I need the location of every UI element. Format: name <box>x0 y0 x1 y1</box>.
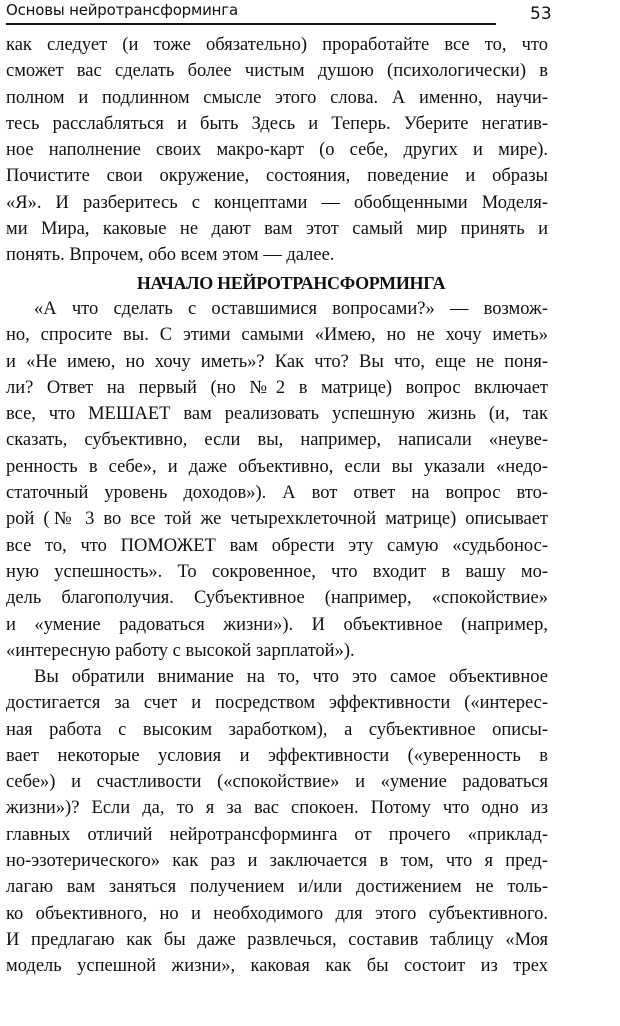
paragraph <box>6 664 548 980</box>
text-line: все, что МЕШАЕТ вам реализовать успешную жизнь (и, так <box>6 404 548 425</box>
text-line: главных отличий нейротрансформинга от прочего «приклад- <box>6 824 548 845</box>
text-line: ли? Ответ на первый (но №2 в матрице) вопрос включает <box>6 377 548 398</box>
text-line: ко объективного, но и необходимого для этого субъективного. <box>6 903 548 924</box>
text-line: рой (№ 3 во все той же четырехклеточной матрице) описывает <box>6 509 548 530</box>
text-line: И предлагаю как бы даже развлечься, составив таблицу «Моя <box>6 929 548 950</box>
text-line: но, спросите вы. С этими самыми «Имею, но не хочу иметь» <box>6 325 548 346</box>
text-line: полном и подлинном смысле этого слова. А именно, научи- <box>6 87 548 108</box>
text-line: но-эзотерического» как раз и заключается в том, что я пред- <box>6 851 548 872</box>
paragraph <box>6 296 548 664</box>
text-line: модель успешной жизни», каковая как бы состоит из трех <box>6 956 548 977</box>
text-line: как следует (и тоже обязательно) проработайте все то, что <box>6 35 548 55</box>
text-line: ное наполнение своих макро-карт (о себе, других и мире). <box>6 140 548 161</box>
text-line: «интересную работу с высокой зарплатой»). <box>6 640 355 661</box>
text-line: понять. Впрочем, обо всем этом — далее. <box>6 245 335 266</box>
text-line: ная работа с высоким заработком), а субъективное описы- <box>6 719 548 740</box>
text-line: статочный уровень доходов»). А вот ответ на вопрос вто- <box>6 483 548 504</box>
text-line: Вы обратили внимание на то, что это самое объективное <box>34 667 548 687</box>
page-number: 53 <box>530 4 552 24</box>
text-line: себе») и счастливости («спокойствие» и «умение радоваться <box>6 772 548 793</box>
text-line: ренность в себе», и даже объективно, если вы указали «недо- <box>6 456 548 477</box>
text-line: лагаю вам заняться получением и/или достижением не толь- <box>6 877 548 898</box>
text-line: и «Не имею, но хочу иметь»? Как что? Вы что, еще не поня- <box>6 351 548 372</box>
text-line: достигается за счет и посредством эффективности («интерес- <box>6 693 548 714</box>
running-head <box>6 1 496 25</box>
text-line: сможет вас сделать более чистым душою (психологически) в <box>6 61 548 82</box>
text-line: дель благополучия. Субъективное (например, «спокойствие» <box>6 588 548 609</box>
text-line: «А что сделать с оставшимися вопросами?» — возмож- <box>34 299 548 319</box>
text-line: вает некоторые условия и эффективности («уверенность в <box>6 745 548 766</box>
text-line: ми Мира, каковые не дают вам этот самый мир принять и <box>6 219 548 240</box>
text-line: все то, что ПОМОЖЕТ вам обрести эту самую «судьбонос- <box>6 535 548 556</box>
text-line: сказать, субъективно, если вы, например, написали «неуве- <box>6 430 548 451</box>
section-heading: НАЧАЛО НЕЙРОТРАНСФОРМИНГА <box>136 273 446 293</box>
paragraph-continued <box>6 32 548 269</box>
running-title: Основы нейротрансформинга <box>6 1 238 19</box>
text-line: ную успешность». То сокровенное, что входит в вашу мо- <box>6 561 548 582</box>
text-line: «Я». И разберитесь с концептами — обобщенными Моделя- <box>6 192 548 213</box>
text-line: жизни»)? Если да, то я за вас спокоен. Потому что одно из <box>6 798 548 819</box>
text-line: тесь расслабляться и быть Здесь и Теперь. Уберите негатив- <box>6 113 548 134</box>
text-line: и «умение радоваться жизни»). И объективное (например, <box>6 614 548 635</box>
text-line: Почистите свои окружение, состояния, поведение и образы <box>6 166 548 187</box>
